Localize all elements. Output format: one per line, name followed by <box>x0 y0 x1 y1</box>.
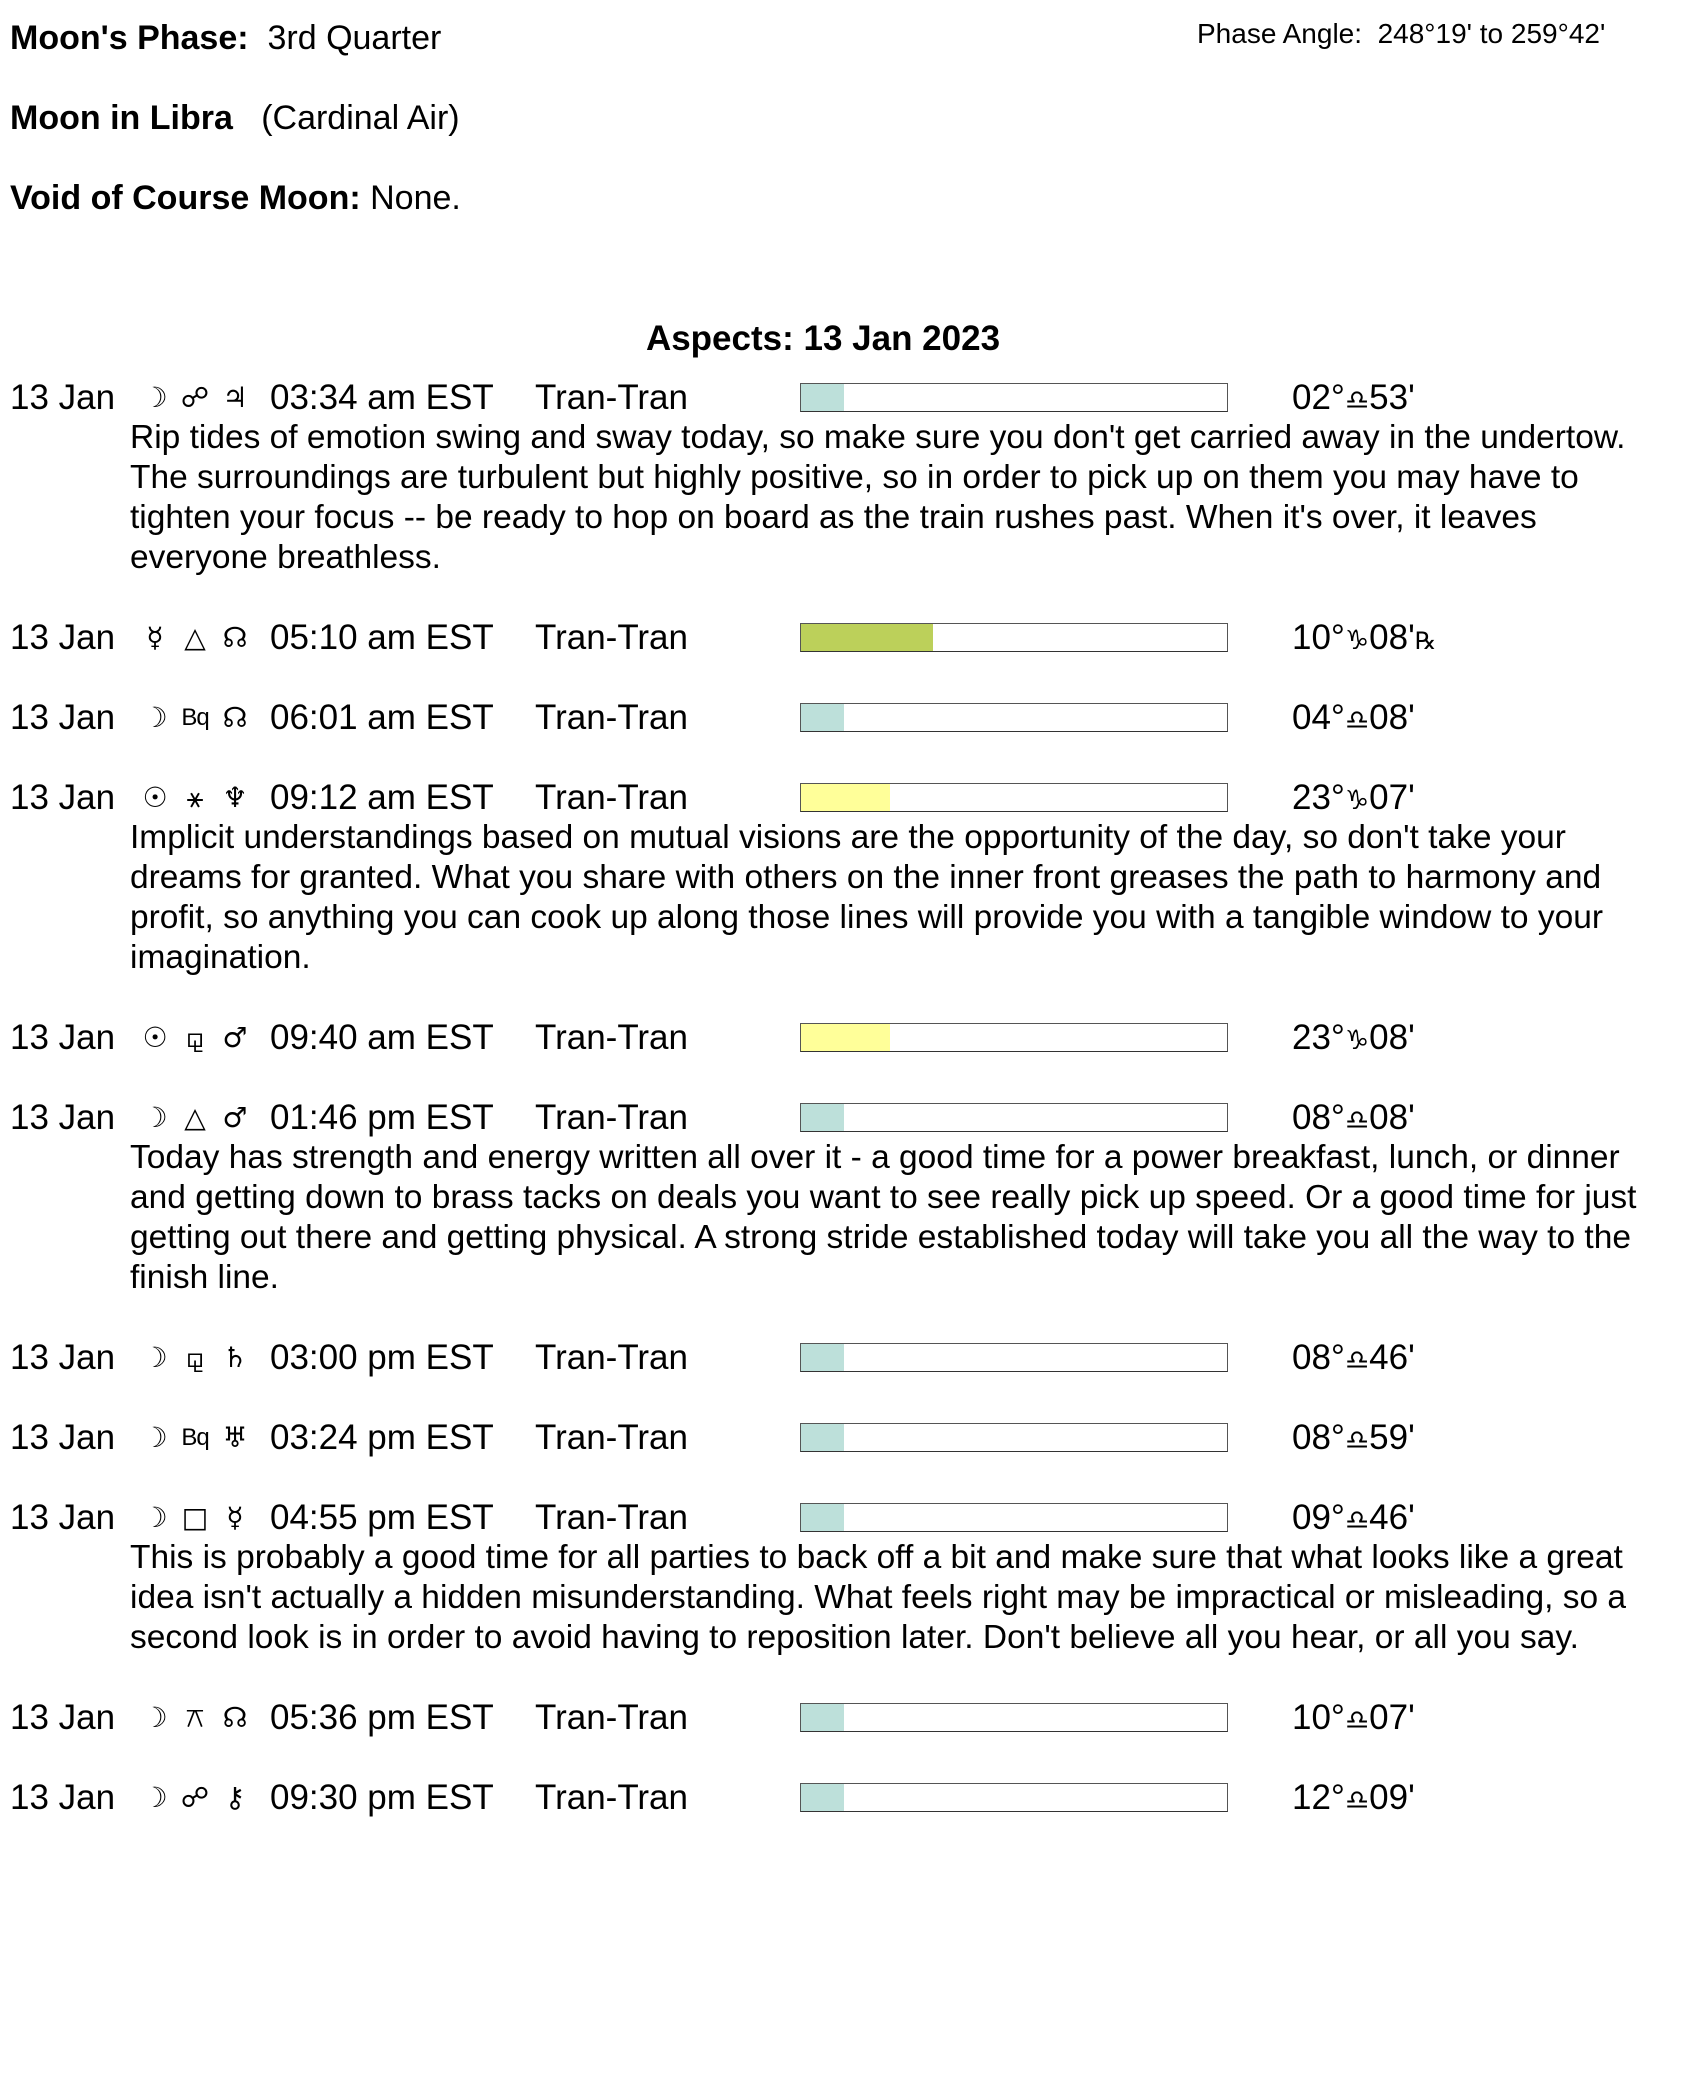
aspect-entry <box>0 378 1690 618</box>
aspect-position <box>1292 1418 1415 1461</box>
moon-icon: ☽ <box>142 1421 168 1454</box>
aspect-entry <box>0 1018 1690 1098</box>
strength-bar <box>800 783 1228 812</box>
aspect-entry <box>0 1698 1690 1778</box>
aspects-title: Aspects: 13 Jan 2023 <box>645 319 1001 358</box>
libra-sign-icon: ♎ <box>1344 705 1370 736</box>
void-of-course-label: Void of Course Moon: <box>10 179 361 217</box>
aspect-date: 13 Jan <box>10 1698 116 1737</box>
moon-sign-line <box>10 98 460 138</box>
phase-angle <box>1197 16 1605 52</box>
aspect-glyphs <box>140 618 250 658</box>
aspect-row <box>0 1498 1690 1538</box>
moon-icon: ☽ <box>142 1701 168 1734</box>
aspect-time: 01:46 pm EST <box>270 1098 494 1137</box>
strength-bar <box>800 1423 1228 1452</box>
aspect-entry <box>0 1338 1690 1418</box>
north-node-icon: ☊ <box>222 701 248 734</box>
aspect-kind: Tran-Tran <box>535 1098 688 1137</box>
aspect-kind: Tran-Tran <box>535 1018 688 1057</box>
spacer <box>0 1738 1690 1778</box>
spacer <box>0 1818 1690 1858</box>
moon-icon: ☽ <box>142 381 168 414</box>
aspect-entry <box>0 698 1690 778</box>
biquintile-icon: Bq <box>181 704 209 731</box>
saturn-icon: ♄ <box>222 1341 248 1374</box>
strength-bar <box>800 383 1228 412</box>
aspect-time: 05:36 pm EST <box>270 1698 494 1737</box>
position-degree: 04° <box>1292 698 1345 737</box>
strength-bar-fill <box>801 1024 890 1051</box>
aspect-position <box>1292 698 1415 741</box>
aspect-kind: Tran-Tran <box>535 778 688 817</box>
libra-sign-icon: ♎ <box>1344 1705 1370 1736</box>
aspect-row <box>0 378 1690 418</box>
position-minute: 08' <box>1369 618 1415 657</box>
position-degree: 10° <box>1292 618 1345 657</box>
retrograde-icon: ℞ <box>1414 627 1437 655</box>
aspect-time: 04:55 pm EST <box>270 1498 494 1537</box>
strength-bar <box>800 1783 1228 1812</box>
strength-bar-fill <box>801 1504 844 1531</box>
moon-phase-label: Moon's Phase: <box>10 19 249 57</box>
aspect-kind: Tran-Tran <box>535 618 688 657</box>
moon-sign-element: (Cardinal Air) <box>261 99 460 137</box>
aspect-position <box>1292 1778 1415 1821</box>
moon-phase-line <box>10 18 441 58</box>
north-node-icon: ☊ <box>222 621 248 654</box>
aspect-row <box>0 1098 1690 1138</box>
aspect-glyphs <box>140 778 250 818</box>
aspect-entry <box>0 618 1690 698</box>
aspects-list <box>0 378 1690 1858</box>
aspect-entry <box>0 1498 1690 1698</box>
position-degree: 09° <box>1292 1498 1345 1537</box>
aspect-description: Today has strength and energy written all over it - a good time for a power breakfast, lunch, or dinner and getting down to brass tacks on deals you want to see really pick up speed. Or a good time for just getting out there and getting physical. A strong stride established today will take you all the way to the finish line. <box>130 1139 1637 1296</box>
aspect-position <box>1292 1698 1415 1741</box>
strength-bar <box>800 1703 1228 1732</box>
strength-bar-fill <box>801 1344 844 1371</box>
void-of-course-line <box>10 178 461 218</box>
opposition-icon: ☍ <box>180 1781 210 1814</box>
position-degree: 08° <box>1292 1418 1345 1457</box>
aspect-glyphs <box>140 1098 250 1138</box>
aspect-date: 13 Jan <box>10 378 116 417</box>
sextile-icon: ⚹ <box>186 781 204 814</box>
aspect-date: 13 Jan <box>10 1498 116 1537</box>
aspect-position <box>1292 1498 1415 1541</box>
aspect-kind: Tran-Tran <box>535 378 688 417</box>
aspect-glyphs <box>140 378 250 418</box>
jupiter-icon: ♃ <box>222 381 248 414</box>
strength-bar <box>800 623 1228 652</box>
aspect-glyphs <box>140 1418 250 1458</box>
aspect-date: 13 Jan <box>10 1018 116 1057</box>
spacer <box>0 1058 1690 1098</box>
aspect-time: 06:01 am EST <box>270 698 494 737</box>
libra-sign-icon: ♎ <box>1344 1785 1370 1816</box>
capricorn-sign-icon: ♑ <box>1344 625 1370 656</box>
aspect-glyphs <box>140 698 250 738</box>
aspect-date: 13 Jan <box>10 618 116 657</box>
position-minute: 08' <box>1369 698 1415 737</box>
strength-bar-fill <box>801 1784 844 1811</box>
phase-angle-value: 248°19' to 259°42' <box>1377 18 1606 49</box>
position-minute: 07' <box>1369 1698 1415 1737</box>
aspect-entry <box>0 1418 1690 1498</box>
strength-bar <box>800 1023 1228 1052</box>
position-minute: 08' <box>1369 1018 1415 1057</box>
spacer <box>0 658 1690 698</box>
position-minute: 07' <box>1369 778 1415 817</box>
strength-bar-fill <box>801 784 890 811</box>
capricorn-sign-icon: ♑ <box>1344 785 1370 816</box>
strength-bar-fill <box>801 624 933 651</box>
strength-bar <box>800 703 1228 732</box>
spacer <box>0 578 1690 618</box>
aspect-row <box>0 1018 1690 1058</box>
aspect-description: Implicit understandings based on mutual visions are the opportunity of the day, so don't take your dreams for granted. What you share with others on the inner front greases the path to harmony and profit, so anything you can cook up along those lines will provide you with a tangible window to your imagination. <box>130 819 1604 976</box>
aspect-glyphs <box>140 1338 250 1378</box>
position-degree: 02° <box>1292 378 1345 417</box>
aspect-position <box>1292 778 1415 821</box>
strength-bar <box>800 1103 1228 1132</box>
position-degree: 10° <box>1292 1698 1345 1737</box>
spacer <box>0 738 1690 778</box>
void-of-course-value: None. <box>370 179 461 217</box>
mars-icon: ♂ <box>222 1101 248 1134</box>
aspect-time: 05:10 am EST <box>270 618 494 657</box>
position-minute: 46' <box>1369 1338 1415 1377</box>
position-minute: 53' <box>1369 378 1415 417</box>
strength-bar <box>800 1343 1228 1372</box>
aspect-kind: Tran-Tran <box>535 698 688 737</box>
sun-icon: ☉ <box>142 781 168 814</box>
strength-bar-fill <box>801 1424 844 1451</box>
position-minute: 59' <box>1369 1418 1415 1457</box>
aspect-date: 13 Jan <box>10 1338 116 1377</box>
aspect-row <box>0 618 1690 658</box>
aspect-entry <box>0 778 1690 1018</box>
aspect-time: 03:24 pm EST <box>270 1418 494 1457</box>
aspect-time: 09:40 am EST <box>270 1018 494 1057</box>
north-node-icon: ☊ <box>222 1701 248 1734</box>
trine-icon: △ <box>184 621 206 654</box>
sun-icon: ☉ <box>142 1021 168 1054</box>
libra-sign-icon: ♎ <box>1344 1105 1370 1136</box>
aspect-row <box>0 698 1690 738</box>
spacer <box>0 978 1690 1018</box>
aspect-date: 13 Jan <box>10 1778 116 1817</box>
mercury-icon: ☿ <box>226 1501 244 1534</box>
neptune-icon: ♆ <box>222 781 248 814</box>
opposition-icon: ☍ <box>180 381 210 414</box>
aspect-kind: Tran-Tran <box>535 1698 688 1737</box>
aspect-glyphs <box>140 1498 250 1538</box>
phase-angle-label: Phase Angle: <box>1197 18 1363 49</box>
aspect-entry <box>0 1098 1690 1338</box>
moon-icon: ☽ <box>142 701 168 734</box>
aspect-description: Rip tides of emotion swing and sway today, so make sure you don't get carried away in the undertow. The surroundings are turbulent but highly positive, so in order to pick up on them you may have to tighten your focus -- be ready to hop on board as the train rushes past. When it's over, it leaves everyone breathless. <box>130 419 1626 576</box>
libra-sign-icon: ♎ <box>1344 1345 1370 1376</box>
aspect-glyphs <box>140 1018 250 1058</box>
aspect-date: 13 Jan <box>10 698 116 737</box>
aspect-description: This is probably a good time for all parties to back off a bit and make sure that what looks like a great idea isn't actually a hidden misunderstanding. What feels right may be impractical or misleading, so a second look is in order to avoid having to reposition later. Don't believe all you hear, or all you say. <box>130 1539 1627 1656</box>
sesquiquadrate-icon: ⚼ <box>185 1341 205 1374</box>
aspect-kind: Tran-Tran <box>535 1498 688 1537</box>
aspect-position <box>1292 378 1415 421</box>
trine-icon: △ <box>184 1101 206 1134</box>
position-minute: 46' <box>1369 1498 1415 1537</box>
aspect-glyphs <box>140 1698 250 1738</box>
libra-sign-icon: ♎ <box>1344 1505 1370 1536</box>
moon-icon: ☽ <box>142 1781 168 1814</box>
strength-bar-fill <box>801 1704 844 1731</box>
aspect-time: 03:00 pm EST <box>270 1338 494 1377</box>
position-degree: 23° <box>1292 778 1345 817</box>
strength-bar <box>800 1503 1228 1532</box>
aspect-row <box>0 1338 1690 1378</box>
aspect-date: 13 Jan <box>10 1098 116 1137</box>
position-minute: 08' <box>1369 1098 1415 1137</box>
mercury-icon: ☿ <box>146 621 164 654</box>
position-degree: 12° <box>1292 1778 1345 1817</box>
spacer <box>0 1458 1690 1498</box>
aspect-entry <box>0 1778 1690 1858</box>
aspect-position <box>1292 618 1436 661</box>
aspect-kind: Tran-Tran <box>535 1418 688 1457</box>
uranus-icon: ♅ <box>222 1421 248 1454</box>
aspect-kind: Tran-Tran <box>535 1778 688 1817</box>
quincunx-icon: ⚻ <box>185 1701 205 1734</box>
biquintile-icon: Bq <box>181 1424 209 1451</box>
spacer <box>0 1378 1690 1418</box>
capricorn-sign-icon: ♑ <box>1344 1025 1370 1056</box>
moon-sign-label: Moon in Libra <box>10 99 233 137</box>
libra-sign-icon: ♎ <box>1344 1425 1370 1456</box>
spacer <box>0 1658 1690 1698</box>
aspect-row <box>0 1778 1690 1818</box>
aspect-row <box>0 1698 1690 1738</box>
moon-icon: ☽ <box>142 1501 168 1534</box>
strength-bar-fill <box>801 704 844 731</box>
libra-sign-icon: ♎ <box>1344 385 1370 416</box>
moon-icon: ☽ <box>142 1341 168 1374</box>
position-degree: 08° <box>1292 1098 1345 1137</box>
square-icon: □ <box>181 1501 209 1534</box>
moon-phase-value: 3rd Quarter <box>267 19 442 57</box>
position-degree: 08° <box>1292 1338 1345 1377</box>
aspect-time: 09:12 am EST <box>270 778 494 817</box>
sesquiquadrate-icon: ⚼ <box>185 1021 205 1054</box>
aspect-position <box>1292 1018 1415 1061</box>
position-minute: 09' <box>1369 1778 1415 1817</box>
aspect-kind: Tran-Tran <box>535 1338 688 1377</box>
aspect-time: 09:30 pm EST <box>270 1778 494 1817</box>
chiron-icon: ⚷ <box>224 1781 246 1814</box>
aspect-date: 13 Jan <box>10 778 116 817</box>
aspect-row <box>0 778 1690 818</box>
aspect-position <box>1292 1338 1415 1381</box>
aspect-position <box>1292 1098 1415 1141</box>
aspect-date: 13 Jan <box>10 1418 116 1457</box>
mars-icon: ♂ <box>222 1021 248 1054</box>
strength-bar-fill <box>801 1104 844 1131</box>
strength-bar-fill <box>801 384 844 411</box>
moon-icon: ☽ <box>142 1101 168 1134</box>
position-degree: 23° <box>1292 1018 1345 1057</box>
spacer <box>0 1298 1690 1338</box>
aspect-time: 03:34 am EST <box>270 378 494 417</box>
aspect-row <box>0 1418 1690 1458</box>
aspect-glyphs <box>140 1778 250 1818</box>
